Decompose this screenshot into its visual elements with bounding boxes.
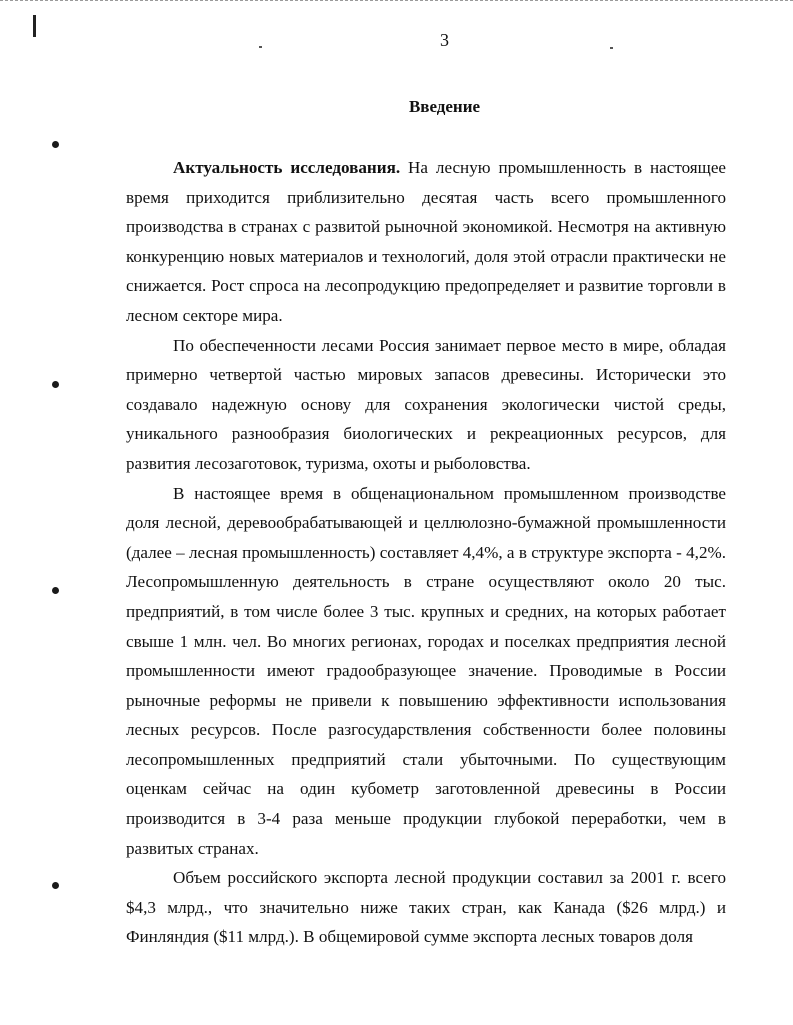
paragraph-lead: Актуальность исследования. [173,158,401,177]
binding-hole-mark [52,587,59,594]
body-text [126,153,726,952]
paragraph-text: По обеспеченности лесами Россия занимает первое место в мире, обладая примерно четвертой частью мировых запасов древесины. Исторически это создавало надежную основу для сохранения экологически чистой среды, уникального разнообразия биологических и рекреационных ресурсов, для развития лесозаготовок, туризма, охоты и рыболовства. [126,335,726,473]
paragraph-text: Объем российского экспорта лесной продукции составил за 2001 г. всего $4,3 млрд., что значительно ниже таких стран, как Канада ($26 млрд.) и Финляндия ($11 млрд.). В общемировой сумме экспорта лесных товаров доля [126,868,726,947]
paragraph-text: В настоящее время в общенациональном промышленном производстве доля лесной, деревообрабатывающей и целлюлозно-бумажной промышленности (далее – лесная промышленность) составляет 4,4%, а в структуре экспорта - 4,2%. Лесопромышленную деятельность в стране осуществляют около 20 тыс. предприятий, в том числе более 3 тыс. крупных и средних, на которых работает свыше 1 млн. чел. Во многих регионах, городах и поселках предприятия лесной промышленности имеют градообразующее значение. Проводимые в России рыночные реформы не привели к повышению эффективности использования лесных ресурсов. После разгосударствления собственности более половины лесопромышленных предприятий стали убыточными. По существующим оценкам сейчас на один кубометр заготовленной древесины в России производится в 3-4 раза меньше продукции глубокой переработки, чем в развитых странах. [126,483,726,858]
paragraph-text: На лесную промышленность в настоящее время приходится приблизительно десятая часть всего промышленного производства в странах с развитой рыночной экономикой. Несмотря на активную конкуренцию новых материалов и технологий, доля этой отрасли практически не снижается. Рост спроса на лесопродукцию предопределяет и развитие торговли в лесном секторе мира. [126,158,726,325]
paragraph [126,863,726,952]
paragraph [126,153,726,331]
binding-hole-mark [52,882,59,889]
section-title: Введение [408,97,481,116]
paragraph [126,331,726,479]
page-number: 3 [440,30,449,50]
paragraph [126,479,726,864]
binding-hole-mark [52,381,59,388]
binding-hole-mark [52,141,59,148]
scan-edge-line [0,0,793,4]
